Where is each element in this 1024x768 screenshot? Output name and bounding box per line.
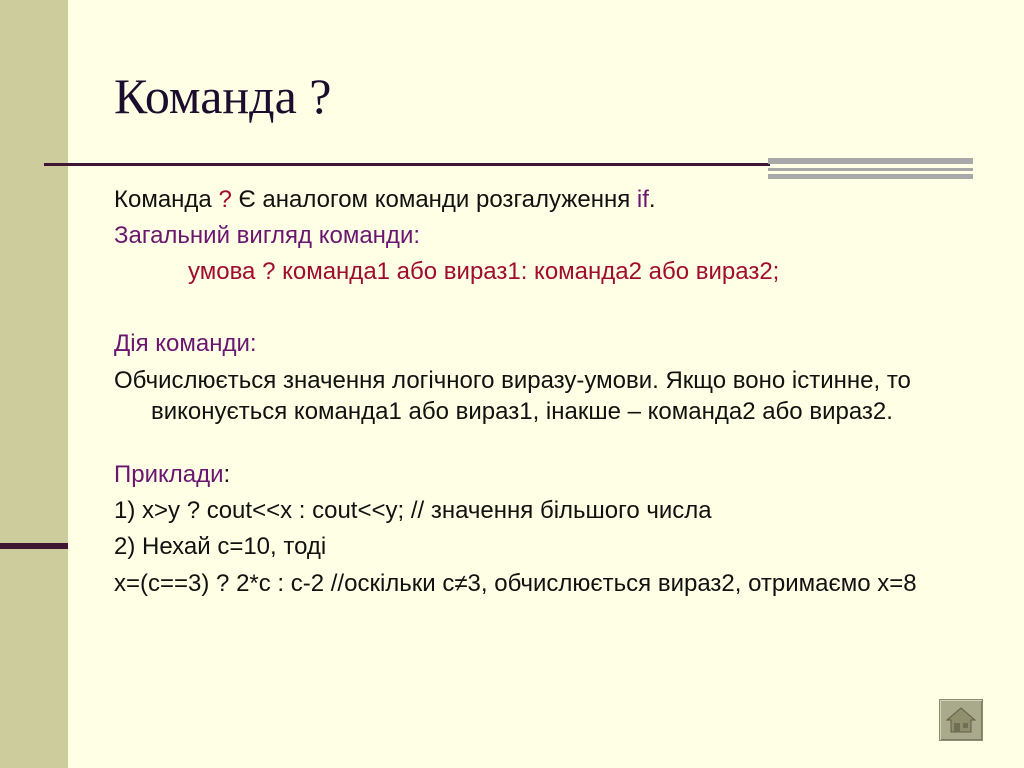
examples-heading — [114, 457, 1004, 493]
keyword-if: if — [636, 186, 649, 213]
slide-body — [114, 182, 1004, 599]
intro-text-end: . — [648, 186, 656, 213]
title-divider-stripe — [768, 158, 973, 164]
examples-label: Приклади — [114, 461, 224, 488]
action-description: Обчислюється значення логічного виразу-умови. Якщо воно істинне, то виконується команда1 або вираз1, інакше – команда2 або вираз2. — [114, 367, 911, 425]
action-label: Дія команди: — [114, 330, 257, 357]
operator-highlight: ? — [218, 186, 232, 213]
example-3: x=(c==3) ? 2*c : c-2 //оскільки c≠3, обчислюється вираз2, отримаємо x=8 — [114, 570, 917, 597]
slide-title: Команда ? — [114, 68, 332, 124]
title-divider-stripe — [768, 168, 973, 171]
syntax-line: умова ? команда1 або вираз1: команда2 або вираз2; — [188, 258, 780, 285]
home-button[interactable] — [939, 699, 983, 741]
general-form-label: Загальний вигляд команди: — [114, 222, 421, 249]
intro-line — [114, 182, 1004, 218]
home-icon — [945, 705, 977, 735]
title-divider-stripe — [768, 174, 973, 179]
left-sidebar-band — [0, 0, 68, 768]
sidebar-accent-bar — [0, 543, 68, 549]
intro-text-mid: Є аналогом команди розгалуження — [231, 186, 637, 213]
intro-text: Команда — [114, 186, 219, 213]
example-1: 1) x>y ? cout<<x : cout<<y; // значення більшого числа — [114, 497, 712, 524]
title-divider — [44, 163, 770, 166]
example-2: 2) Нехай c=10, тоді — [114, 533, 327, 560]
examples-colon: : — [223, 461, 231, 488]
